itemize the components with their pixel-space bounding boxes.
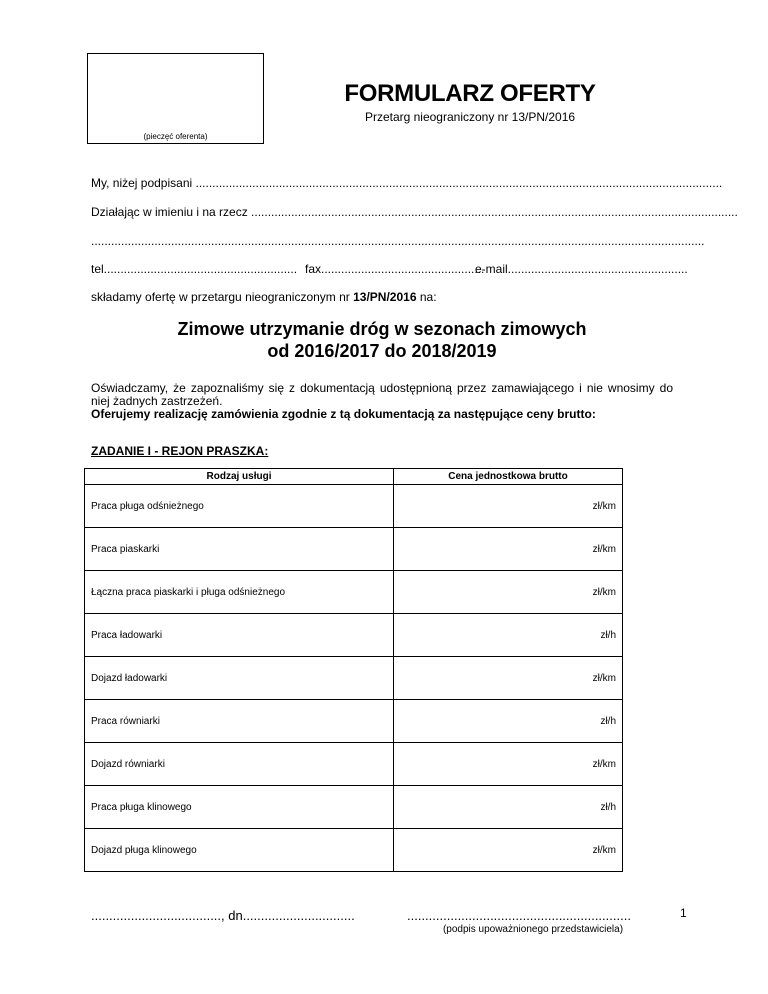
price-cell[interactable]: zł/h bbox=[394, 614, 623, 657]
signatories-field[interactable]: My, niżej podpisani .............................................................................................................................................................. bbox=[91, 176, 723, 190]
price-cell[interactable]: zł/h bbox=[394, 700, 623, 743]
place-date-field[interactable]: ...................................., dn............................... bbox=[91, 908, 355, 923]
service-cell: Dojazd równiarki bbox=[85, 743, 394, 786]
price-cell[interactable]: zł/km bbox=[394, 743, 623, 786]
service-cell: Dojazd pługa klinowego bbox=[85, 829, 394, 872]
table-header-row bbox=[85, 469, 623, 485]
service-cell: Łączna praca piaskarki i pługa odśnieżnego bbox=[85, 571, 394, 614]
signature-caption: (podpis upoważnionego przedstawiciela) bbox=[442, 924, 624, 935]
service-cell: Praca piaskarki bbox=[85, 528, 394, 571]
declaration-bold-text: Oferujemy realizację zamówienia zgodnie z tą dokumentacją za następujące ceny brutto: bbox=[91, 407, 596, 421]
table-row bbox=[85, 571, 623, 614]
table-row bbox=[85, 829, 623, 872]
price-cell[interactable]: zł/km bbox=[394, 657, 623, 700]
price-cell[interactable]: zł/km bbox=[394, 829, 623, 872]
offer-number: 13/PN/2016 bbox=[353, 290, 417, 304]
tel-field[interactable]: tel.......................................................... bbox=[91, 262, 298, 276]
offer-prefix: składamy ofertę w przetargu nieograniczonym nr bbox=[91, 290, 354, 304]
price-cell[interactable]: zł/km bbox=[394, 528, 623, 571]
fax-field[interactable]: fax................................................. bbox=[305, 262, 485, 276]
table-row bbox=[85, 786, 623, 829]
price-cell[interactable]: zł/km bbox=[394, 571, 623, 614]
table-row bbox=[85, 700, 623, 743]
offer-statement bbox=[91, 290, 437, 304]
declaration-text: Oświadczamy, że zapoznaliśmy się z dokumentacją udostępnioną przez zamawiającego i nie wnosimy do niej żadnych zastrzeżeń. bbox=[91, 381, 673, 408]
stamp-box bbox=[87, 53, 264, 144]
on-behalf-continuation-field[interactable]: ........................................................................................................................................................................................ bbox=[91, 234, 705, 248]
heading-line-2: od 2016/2017 do 2018/2019 bbox=[267, 341, 497, 361]
price-table bbox=[84, 468, 623, 872]
service-cell: Praca pługa klinowego bbox=[85, 786, 394, 829]
form-title: FORMULARZ OFERTY bbox=[344, 80, 596, 107]
service-cell: Dojazd ładowarki bbox=[85, 657, 394, 700]
table-row bbox=[85, 528, 623, 571]
form-subtitle: Przetarg nieograniczony nr 13/PN/2016 bbox=[364, 110, 576, 124]
stamp-label: (pieczęć oferenta) bbox=[143, 132, 208, 141]
table-row bbox=[85, 485, 623, 528]
signature-field[interactable]: .............................................................. bbox=[407, 908, 631, 923]
table-row bbox=[85, 614, 623, 657]
offer-suffix: na: bbox=[416, 290, 437, 304]
heading-line-1: Zimowe utrzymanie dróg w sezonach zimowych bbox=[177, 319, 587, 339]
page-number: 1 bbox=[680, 906, 687, 920]
service-cell: Praca ładowarki bbox=[85, 614, 394, 657]
declaration bbox=[91, 382, 673, 421]
table-row bbox=[85, 743, 623, 786]
column-header-price: Cena jednostkowa brutto bbox=[394, 469, 623, 485]
email-field[interactable]: e-mail...................................................... bbox=[475, 262, 688, 276]
service-cell: Praca pługa odśnieżnego bbox=[85, 485, 394, 528]
table-row bbox=[85, 657, 623, 700]
contract-heading bbox=[91, 318, 673, 362]
service-cell: Praca równiarki bbox=[85, 700, 394, 743]
contact-row bbox=[91, 262, 688, 276]
price-cell[interactable]: zł/km bbox=[394, 485, 623, 528]
task-heading: ZADANIE I - REJON PRASZKA: bbox=[91, 444, 269, 458]
column-header-service: Rodzaj usługi bbox=[85, 469, 394, 485]
on-behalf-field[interactable]: Działając w imieniu i na rzecz .................................................................................................................................................. bbox=[91, 205, 738, 219]
price-cell[interactable]: zł/h bbox=[394, 786, 623, 829]
